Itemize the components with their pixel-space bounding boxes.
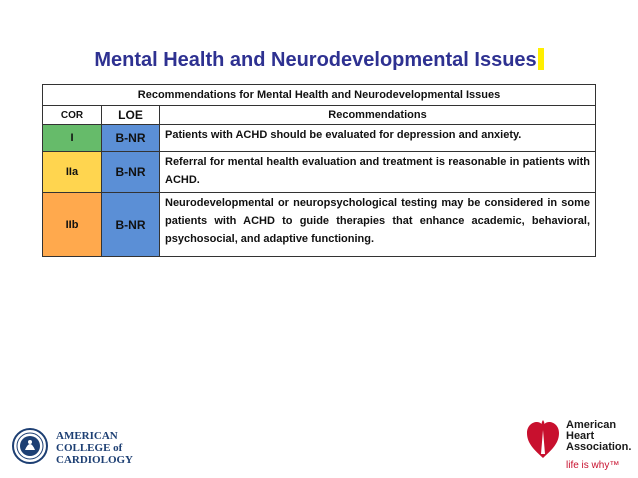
table-row: [43, 152, 596, 193]
recommendation-text: Patients with ACHD should be evaluated for depression and anxiety.: [160, 125, 596, 152]
page-title: [0, 48, 638, 72]
title-highlight-marker: [538, 48, 544, 70]
column-header-cor: COR: [43, 106, 102, 125]
table-header: Recommendations for Mental Health and Neurodevelopmental Issues: [43, 85, 596, 106]
table-row: [43, 125, 596, 152]
cor-cell: IIa: [43, 152, 102, 193]
recommendation-text: Referral for mental health evaluation and treatment is reasonable in patients with ACHD.: [160, 152, 596, 193]
column-header-loe: LOE: [102, 106, 160, 125]
acc-line-2: COLLEGE of: [56, 442, 123, 454]
loe-cell: B-NR: [102, 152, 160, 193]
heart-torch-icon: [526, 418, 560, 462]
table-row: [43, 193, 596, 257]
table-header-row: [43, 85, 596, 106]
acc-line-3: CARDIOLOGY: [56, 454, 134, 466]
aha-wordmark: [566, 420, 631, 453]
aha-logo: [526, 418, 634, 474]
acc-logo: [12, 428, 152, 472]
aha-line-3: Association.: [566, 441, 632, 453]
acc-line-1: AMERICAN: [56, 430, 118, 442]
aha-tagline: life is why™: [566, 460, 620, 471]
cor-cell: IIb: [43, 193, 102, 257]
recommendations-table: [42, 84, 596, 257]
column-header-row: [43, 106, 596, 125]
aha-line-1: American: [566, 419, 617, 431]
page-title-text: Mental Health and Neurodevelopmental Issues: [94, 49, 537, 71]
aha-line-2: Heart: [566, 430, 595, 442]
loe-cell: B-NR: [102, 193, 160, 257]
acc-seal-icon: [12, 428, 48, 464]
cor-cell: I: [43, 125, 102, 152]
acc-wordmark: [56, 430, 133, 466]
recommendation-text: Neurodevelopmental or neuropsychological testing may be considered in some patients with ACHD to guide therapies that enhance academic, behavioral, psychosocial, and adaptive functioning.: [160, 193, 596, 257]
loe-cell: B-NR: [102, 125, 160, 152]
column-header-recommendations: Recommendations: [160, 106, 596, 125]
